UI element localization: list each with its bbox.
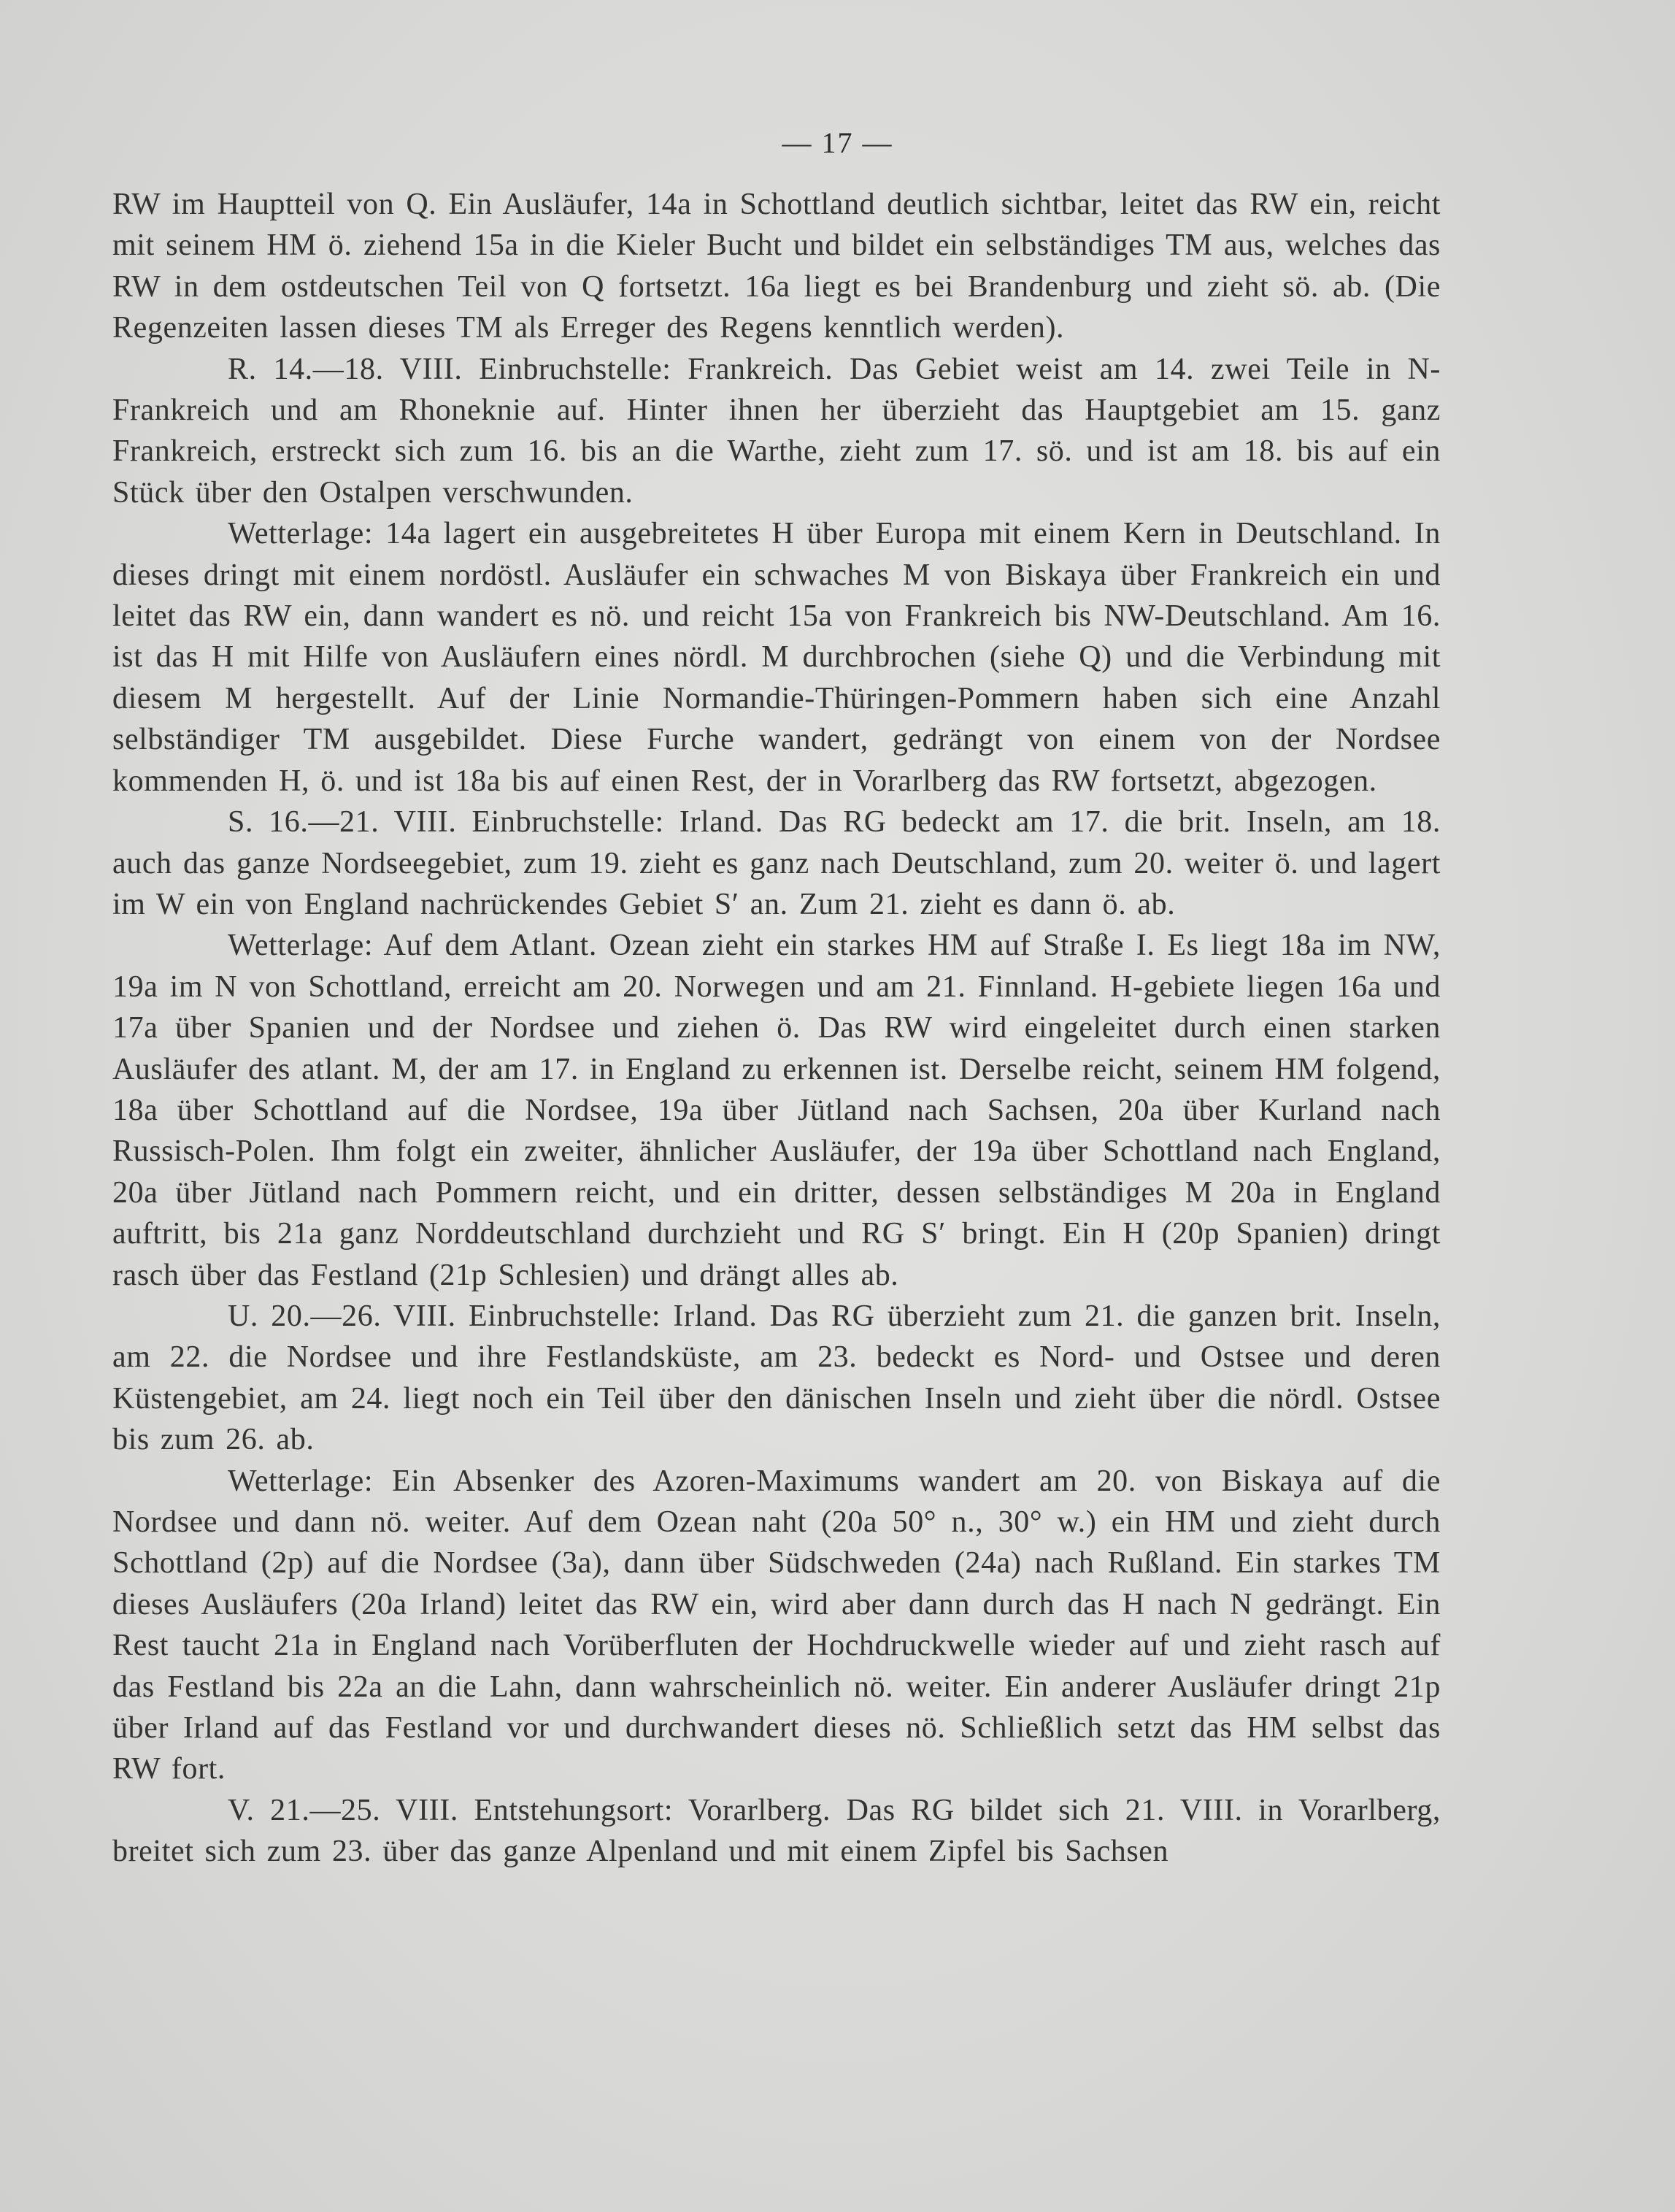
page-number: — 17 — [782, 126, 893, 159]
paragraph: V. 21.—25. VIII. Entstehungsort: Vorarlberg. Das RG bildet sich 21. VIII. in Vorarlberg, breitet sich zum 23. über das ganze Alpenland und mit einem Zipfel bis Sachsen [112, 1793, 1441, 1869]
paragraph: S. 16.—21. VIII. Einbruchstelle: Irland. Das RG bedeckt am 17. die brit. Inseln, am 18. auch das ganze Nordseegebiet, zum 19. zieht es ganz nach Deutschland, zum 20. weiter ö. und lagert im W ein von England nachrückendes Gebiet S′ an. Zum 21. zieht es dann ö. ab. [112, 805, 1441, 921]
paragraph: Wetterlage: Ein Absenker des Azoren-Maximums wandert am 20. von Biskaya auf die Nordsee und dann nö. weiter. Auf dem Ozean naht (20a 50° n., 30° w.) ein HM und zieht durch Schottland (2p) auf die Nordsee (3a), dann über Südschweden (24a) nach Rußland. Ein starkes TM dieses Ausläufers (20a Irland) leitet das RW ein, wird aber dann durch das H nach N gedrängt. Ein Rest taucht 21a in England nach Vorüberfluten der Hochdruckwelle wieder auf und zieht rasch auf das Festland bis 22a an die Lahn, dann wahrscheinlich nö. weiter. Ein anderer Ausläufer dringt 21p über Irland auf das Festland vor und durchwandert dieses nö. Schließlich setzt das HM selbst das RW fort. [112, 1464, 1441, 1786]
paragraph: Wetterlage: Auf dem Atlant. Ozean zieht ein starkes HM auf Straße I. Es liegt 18a im NW, 19a im N von Schottland, erreicht am 20. Norwegen und am 21. Finnland. H-gebiete liegen 16a und 17a über Spanien und der Nordsee und ziehen ö. Das RW wird eingeleitet durch einen starken Ausläufer des atlant. M, der am 17. in England zu erkennen ist. Derselbe reicht, seinem HM folgend, 18a über Schottland auf die Nordsee, 19a über Jütland nach Sachsen, 20a über Kurland nach Russisch-Polen. Ihm folgt ein zweiter, ähnlicher Ausläufer, der 19a über Schottland nach England, 20a über Jütland nach Pommern reicht, und ein dritter, dessen selbständiges M 20a in England auftritt, bis 21a ganz Norddeutschland durchzieht und RG S′ bringt. Ein H (20p Spanien) dringt rasch über das Festland (21p Schlesien) und drängt alles ab. [112, 929, 1441, 1292]
paragraph: U. 20.—26. VIII. Einbruchstelle: Irland. Das RG überzieht zum 21. die ganzen brit. Inseln, am 22. die Nordsee und ihre Festlandsküste, am 23. bedeckt es Nord- und Ostsee und deren Küstengebiet, am 24. liegt noch ein Teil über den dänischen Inseln und zieht über die nördl. Ostsee bis zum 26. ab. [112, 1299, 1441, 1457]
body-text [112, 184, 1441, 1873]
paragraph: R. 14.—18. VIII. Einbruchstelle: Frankreich. Das Gebiet weist am 14. zwei Teile in N-Frankreich und am Rhoneknie auf. Hinter ihnen her überzieht das Hauptgebiet am 15. ganz Frankreich, erstreckt sich zum 16. bis an die Warthe, zieht zum 17. sö. und ist am 18. bis auf ein Stück über den Ostalpen verschwunden. [112, 352, 1441, 510]
paragraph: RW im Hauptteil von Q. Ein Ausläufer, 14a in Schottland deutlich sichtbar, leitet das RW ein, reicht mit seinem HM ö. ziehend 15a in die Kieler Bucht und bildet ein selbständiges TM aus, welches das RW in dem ostdeutschen Teil von Q fortsetzt. 16a liegt es bei Brandenburg und zieht sö. ab. (Die Regenzeiten lassen dieses TM als Erreger des Regens kenntlich werden). [112, 188, 1441, 345]
paragraph: Wetterlage: 14a lagert ein ausgebreitetes H über Europa mit einem Kern in Deutschland. In dieses dringt mit einem nordöstl. Ausläufer ein schwaches M von Biskaya über Frankreich ein und leitet das RW ein, dann wandert es nö. und reicht 15a von Frankreich bis NW-Deutschland. Am 16. ist das H mit Hilfe von Ausläufern eines nördl. M durchbrochen (siehe Q) und die Verbindung mit diesem M hergestellt. Auf der Linie Normandie-Thüringen-Pommern haben sich eine Anzahl selbständiger TM ausgebildet. Diese Furche wandert, gedrängt von einem von der Nordsee kommenden H, ö. und ist 18a bis auf einen Rest, der in Vorarlberg das RW fortsetzt, abgezogen. [112, 517, 1441, 798]
